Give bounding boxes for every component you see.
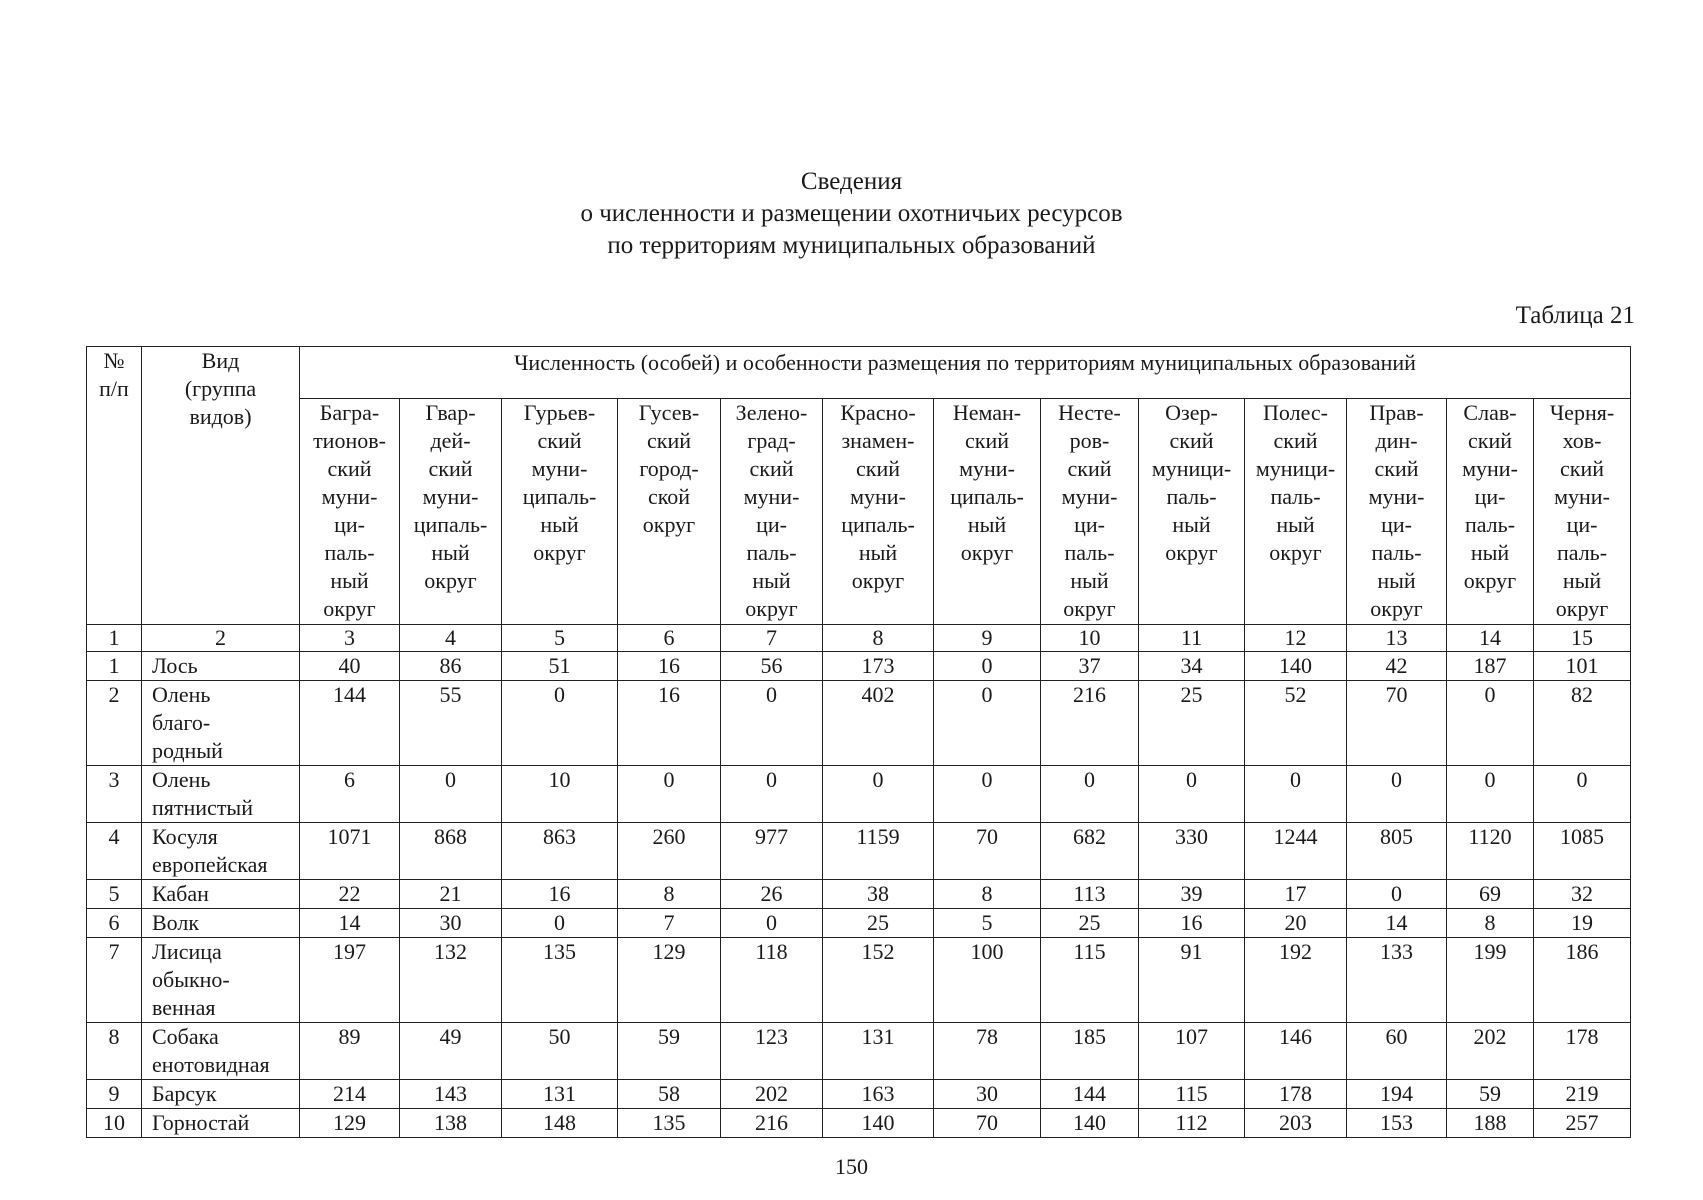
count-cell: 0 [1139,766,1245,823]
count-cell: 1085 [1534,823,1631,880]
count-cell: 70 [1347,681,1447,766]
count-cell: 8 [618,880,721,909]
species-name: Лось [142,652,300,681]
count-cell: 0 [721,766,823,823]
species-name: Кабан [142,880,300,909]
species-name: Олень пятнистый [142,766,300,823]
column-number-row [87,625,1631,652]
column-number: 7 [721,625,823,652]
row-number: 10 [87,1109,142,1138]
header-number: № п/п [87,347,142,625]
count-cell: 330 [1139,823,1245,880]
count-cell: 89 [300,1023,400,1080]
count-cell: 50 [502,1023,618,1080]
count-cell: 0 [823,766,934,823]
header-municipality: Полес- ский муници- паль- ный округ [1245,399,1347,625]
row-number: 6 [87,909,142,938]
column-number: 9 [934,625,1041,652]
table-row [87,652,1631,681]
count-cell: 805 [1347,823,1447,880]
count-cell: 214 [300,1080,400,1109]
header-municipality: Гвар- дей- ский муни- ципаль- ный округ [400,399,502,625]
count-cell: 185 [1041,1023,1139,1080]
count-cell: 0 [400,766,502,823]
count-cell: 188 [1447,1109,1534,1138]
table-row [87,1023,1631,1080]
row-number: 4 [87,823,142,880]
count-cell: 0 [1245,766,1347,823]
count-cell: 129 [300,1109,400,1138]
count-cell: 682 [1041,823,1139,880]
count-cell: 0 [1447,766,1534,823]
species-name: Косуля европейская [142,823,300,880]
count-cell: 30 [400,909,502,938]
column-number: 12 [1245,625,1347,652]
count-cell: 14 [1347,909,1447,938]
count-cell: 0 [934,681,1041,766]
count-cell: 22 [300,880,400,909]
count-cell: 0 [502,909,618,938]
count-cell: 178 [1245,1080,1347,1109]
count-cell: 37 [1041,652,1139,681]
count-cell: 202 [1447,1023,1534,1080]
title-line-3: по территориям муниципальных образований [607,232,1096,259]
count-cell: 70 [934,1109,1041,1138]
count-cell: 55 [400,681,502,766]
count-cell: 1071 [300,823,400,880]
header-municipality: Слав- ский муни- ци- паль- ный округ [1447,399,1534,625]
count-cell: 0 [934,766,1041,823]
count-cell: 260 [618,823,721,880]
column-number: 1 [87,625,142,652]
count-cell: 42 [1347,652,1447,681]
count-cell: 199 [1447,938,1534,1023]
count-cell: 40 [300,652,400,681]
count-cell: 140 [1245,652,1347,681]
count-cell: 153 [1347,1109,1447,1138]
row-number: 7 [87,938,142,1023]
count-cell: 140 [823,1109,934,1138]
count-cell: 38 [823,880,934,909]
count-cell: 70 [934,823,1041,880]
column-number: 11 [1139,625,1245,652]
count-cell: 202 [721,1080,823,1109]
row-number: 9 [87,1080,142,1109]
count-cell: 10 [502,766,618,823]
count-cell: 16 [502,880,618,909]
count-cell: 86 [400,652,502,681]
count-cell: 51 [502,652,618,681]
species-name: Горностай [142,1109,300,1138]
page-number: 150 [835,1154,868,1179]
row-number: 8 [87,1023,142,1080]
count-cell: 118 [721,938,823,1023]
count-cell: 977 [721,823,823,880]
table-row [87,880,1631,909]
table-row [87,766,1631,823]
count-cell: 146 [1245,1023,1347,1080]
count-cell: 69 [1447,880,1534,909]
count-cell: 152 [823,938,934,1023]
count-cell: 402 [823,681,934,766]
table-row [87,1080,1631,1109]
count-cell: 25 [1139,681,1245,766]
count-cell: 135 [502,938,618,1023]
table-label: Таблица 21 [1515,302,1635,329]
count-cell: 16 [1139,909,1245,938]
count-cell: 216 [721,1109,823,1138]
column-number: 6 [618,625,721,652]
header-municipality: Зелено- град- ский муни- ци- паль- ный округ [721,399,823,625]
header-municipality: Красно- знамен- ский муни- ципаль- ный округ [823,399,934,625]
count-cell: 7 [618,909,721,938]
count-cell: 58 [618,1080,721,1109]
table-row [87,823,1631,880]
count-cell: 148 [502,1109,618,1138]
count-cell: 30 [934,1080,1041,1109]
column-number: 8 [823,625,934,652]
count-cell: 0 [721,909,823,938]
count-cell: 1120 [1447,823,1534,880]
species-name: Лисица обыкно- венная [142,938,300,1023]
column-number: 10 [1041,625,1139,652]
count-cell: 131 [502,1080,618,1109]
row-number: 1 [87,652,142,681]
count-cell: 8 [934,880,1041,909]
count-cell: 187 [1447,652,1534,681]
count-cell: 140 [1041,1109,1139,1138]
count-cell: 8 [1447,909,1534,938]
count-cell: 123 [721,1023,823,1080]
header-municipalities-group: Численность (особей) и особенности размещения по территориям муниципальных образований [300,347,1631,399]
count-cell: 133 [1347,938,1447,1023]
header-municipality: Несте- ров- ский муни- ци- паль- ный округ [1041,399,1139,625]
count-cell: 173 [823,652,934,681]
table-row [87,909,1631,938]
count-cell: 0 [1347,880,1447,909]
count-cell: 163 [823,1080,934,1109]
document-title [0,166,1703,262]
header-municipality: Багра- тионов- ский муни- ци- паль- ный округ [300,399,400,625]
count-cell: 132 [400,938,502,1023]
count-cell: 1159 [823,823,934,880]
count-cell: 868 [400,823,502,880]
species-name: Олень благо- родный [142,681,300,766]
header-municipality: Неман- ский муни- ципаль- ный округ [934,399,1041,625]
count-cell: 131 [823,1023,934,1080]
count-cell: 39 [1139,880,1245,909]
count-cell: 34 [1139,652,1245,681]
count-cell: 59 [1447,1080,1534,1109]
count-cell: 203 [1245,1109,1347,1138]
species-name: Собака енотовидная [142,1023,300,1080]
count-cell: 194 [1347,1080,1447,1109]
count-cell: 101 [1534,652,1631,681]
count-cell: 197 [300,938,400,1023]
column-number: 4 [400,625,502,652]
header-municipality: Черня- хов- ский муни- ци- паль- ный округ [1534,399,1631,625]
count-cell: 60 [1347,1023,1447,1080]
count-cell: 178 [1534,1023,1631,1080]
count-cell: 6 [300,766,400,823]
column-number: 3 [300,625,400,652]
count-cell: 257 [1534,1109,1631,1138]
count-cell: 129 [618,938,721,1023]
species-name: Барсук [142,1080,300,1109]
count-cell: 863 [502,823,618,880]
hunting-resources-table [86,346,1631,1138]
count-cell: 100 [934,938,1041,1023]
count-cell: 0 [934,652,1041,681]
count-cell: 25 [1041,909,1139,938]
header-municipality: Гусев- ский город- ской округ [618,399,721,625]
count-cell: 112 [1139,1109,1245,1138]
column-number: 2 [142,625,300,652]
count-cell: 21 [400,880,502,909]
header-municipality: Озер- ский муници- паль- ный округ [1139,399,1245,625]
count-cell: 219 [1534,1080,1631,1109]
table-row [87,938,1631,1023]
count-cell: 144 [300,681,400,766]
table-row [87,1109,1631,1138]
count-cell: 59 [618,1023,721,1080]
municipality-header-row [87,399,1631,625]
count-cell: 0 [721,681,823,766]
count-cell: 115 [1139,1080,1245,1109]
count-cell: 16 [618,681,721,766]
count-cell: 16 [618,652,721,681]
count-cell: 78 [934,1023,1041,1080]
count-cell: 19 [1534,909,1631,938]
species-name: Волк [142,909,300,938]
count-cell: 135 [618,1109,721,1138]
header-municipality: Прав- дин- ский муни- ци- паль- ный округ [1347,399,1447,625]
count-cell: 1244 [1245,823,1347,880]
column-number: 15 [1534,625,1631,652]
header-municipality: Гурьев- ский муни- ципаль- ный округ [502,399,618,625]
count-cell: 82 [1534,681,1631,766]
count-cell: 0 [1534,766,1631,823]
row-number: 3 [87,766,142,823]
count-cell: 0 [1447,681,1534,766]
count-cell: 52 [1245,681,1347,766]
count-cell: 113 [1041,880,1139,909]
header-species: Вид (группа видов) [142,347,300,625]
column-number: 5 [502,625,618,652]
count-cell: 20 [1245,909,1347,938]
count-cell: 115 [1041,938,1139,1023]
table-row [87,681,1631,766]
count-cell: 49 [400,1023,502,1080]
count-cell: 32 [1534,880,1631,909]
title-line-1: Сведения [800,168,903,195]
count-cell: 17 [1245,880,1347,909]
count-cell: 216 [1041,681,1139,766]
count-cell: 25 [823,909,934,938]
count-cell: 0 [618,766,721,823]
count-cell: 5 [934,909,1041,938]
count-cell: 26 [721,880,823,909]
count-cell: 56 [721,652,823,681]
column-number: 13 [1347,625,1447,652]
count-cell: 14 [300,909,400,938]
row-number: 2 [87,681,142,766]
column-number: 14 [1447,625,1534,652]
row-number: 5 [87,880,142,909]
count-cell: 143 [400,1080,502,1109]
count-cell: 107 [1139,1023,1245,1080]
count-cell: 144 [1041,1080,1139,1109]
count-cell: 0 [1347,766,1447,823]
count-cell: 0 [1041,766,1139,823]
count-cell: 91 [1139,938,1245,1023]
count-cell: 138 [400,1109,502,1138]
count-cell: 0 [502,681,618,766]
title-line-2: о численности и размещении охотничьих ресурсов [580,200,1123,227]
count-cell: 192 [1245,938,1347,1023]
count-cell: 186 [1534,938,1631,1023]
